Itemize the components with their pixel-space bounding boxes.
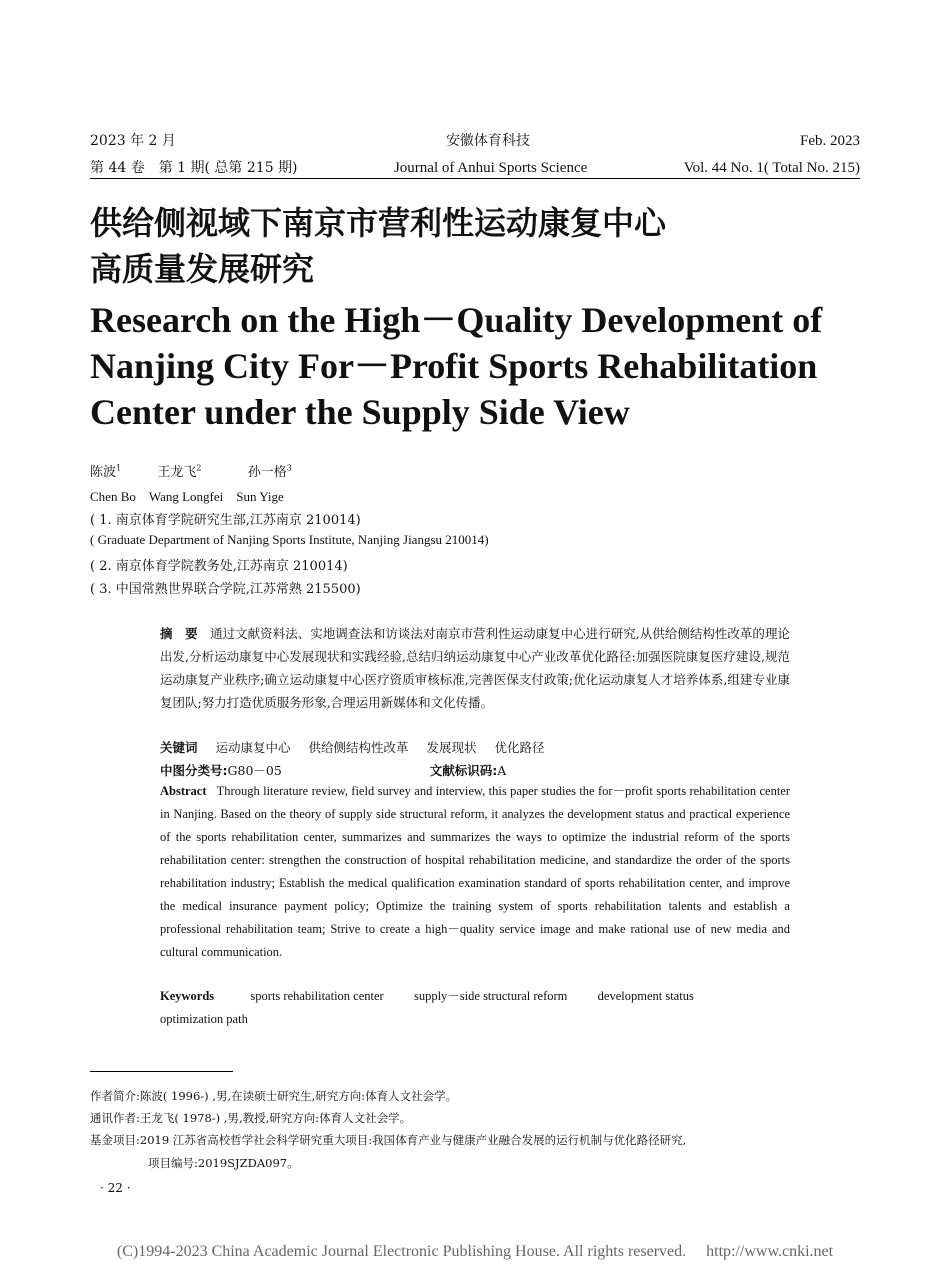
keywords-zh-label: 关键词 — [160, 740, 198, 755]
title-en-line2: Nanjing City For－Profit Sports Rehabilitation — [90, 346, 818, 386]
header-rule — [90, 178, 860, 179]
abstract-en — [160, 780, 790, 964]
footnote-corresponding-author: 通讯作者:王龙飞( 1978-) ,男,教授,研究方向:体育人文社会学。 — [90, 1111, 412, 1125]
volume-en: Vol. 44 No. 1( Total No. 215) — [683, 160, 860, 176]
journal-name-zh: 安徽体育科技 — [445, 133, 530, 149]
keywords-en-label: Keywords — [160, 989, 215, 1003]
author-affil-mark: 3 — [286, 463, 292, 473]
keywords-zh — [160, 737, 790, 759]
issue-date-zh: 2023 年 2 月 — [90, 133, 176, 149]
keyword-en: optimization path — [160, 1012, 248, 1026]
title-zh — [90, 200, 870, 292]
keyword-zh: 发展现状 — [426, 740, 477, 755]
author-affil-mark: 1 — [116, 463, 122, 473]
abstract-en-text: Through literature review, field survey and interview, this paper studies the for－profit sports rehabilitation center in Nanjing. Based on the theory of supply side structural reform, it analyzes the development status and practical experience of the sports rehabilitation center, summarizes and summarizes the ways to optimize the industrial reform of the sports rehabilitation center: strengthen the construction of hospital rehabilitation medicine, and standardize the order of the sports rehabilitation industry; Establish the medical qualification examination standard of sports rehabilitation center, and improve the medical insurance payment policy; Optimize the training system of sports rehabilitation talents and establish a professional rehabilitation team; Strive to create a high－quality service image and make rational use of new media and cultural communication. — [160, 784, 791, 959]
title-en-line1: Research on the High－Quality Development of — [90, 300, 823, 340]
author-zh: 孙一格 — [247, 465, 287, 480]
footnote-author-bio: 作者简介:陈波( 1996-) ,男,在读硕士研究生,研究方向:体育人文社会学。 — [90, 1089, 458, 1103]
clc-label: 中图分类号: — [160, 763, 228, 778]
title-zh-line1: 供给侧视域下南京市营利性运动康复中心 — [90, 204, 667, 242]
author-zh: 王龙飞 — [157, 465, 197, 480]
doc-code-value: A — [497, 763, 507, 778]
footnote-rule — [90, 1071, 233, 1072]
author-zh: 陈波 — [90, 465, 117, 480]
volume-zh: 第 44 卷 第 1 期( 总第 215 期) — [90, 160, 298, 176]
author-affil-mark: 2 — [196, 463, 202, 473]
footnote-project-number: 项目编号:2019SJZDA097。 — [148, 1156, 299, 1170]
keyword-en: supply－side structural reform — [413, 989, 568, 1003]
running-header-bottom — [90, 157, 860, 177]
authors-en: Chen Bo Wang Longfei Sun Yige — [90, 489, 284, 504]
keyword-zh: 优化路径 — [494, 740, 545, 755]
keyword-en: sports rehabilitation center — [250, 989, 384, 1003]
abstract-en-label: Abstract — [160, 784, 207, 798]
page-number: · 22 · — [100, 1181, 131, 1195]
keyword-zh: 供给侧结构性改革 — [308, 740, 409, 755]
title-zh-line2: 高质量发展研究 — [90, 250, 315, 288]
title-en-line3: Center under the Supply Side View — [90, 392, 630, 432]
affiliation-1: ( 1. 南京体育学院研究生部,江苏南京 210014) — [90, 513, 361, 528]
journal-name-en: Journal of Anhui Sports Science — [393, 160, 588, 176]
abstract-zh-label: 摘 要 — [160, 626, 198, 641]
authors-zh — [90, 461, 292, 480]
doc-code-label: 文献标识码: — [429, 763, 498, 778]
affiliation-3: ( 3. 中国常熟世界联合学院,江苏常熟 215500) — [90, 582, 361, 597]
footnote-funding: 基金项目:2019 江苏省高校哲学社会科学研究重大项目:我国体育产业与健康产业融合发展的运行机制与优化路径研究, — [90, 1133, 687, 1147]
clc-value: G80－05 — [227, 763, 282, 778]
issue-date-en: Feb. 2023 — [799, 133, 860, 149]
affiliation-1-en: ( Graduate Department of Nanjing Sports Institute, Nanjing Jiangsu 210014) — [90, 532, 489, 547]
abstract-zh — [160, 622, 790, 714]
keyword-zh: 运动康复中心 — [215, 740, 291, 755]
running-header-top — [90, 130, 860, 150]
keyword-en: development status — [597, 989, 694, 1003]
keywords-en — [160, 985, 790, 1031]
copyright-notice: (C)1994-2023 China Academic Journal Electronic Publishing House. All rights reserved. http://www.cnki.net — [116, 1243, 834, 1260]
classification — [160, 760, 790, 782]
affiliation-2: ( 2. 南京体育学院教务处,江苏南京 210014) — [90, 559, 348, 574]
abstract-zh-text: 通过文献资料法、实地调查法和访谈法对南京市营利性运动康复中心进行研究,从供给侧结构性改革的理论出发,分析运动康复中心发展现状和实践经验,总结归纳运动康复中心产业改革优化路径:加强医院康复医疗建设,规范运动康复产业秩序;确立运动康复中心医疗资质审核标准,完善医保支付政策;优化运动康复人才培养体系,组建专业康复团队;努力打造优质服务形象,合理运用新媒体和文化传播。 — [160, 626, 790, 710]
